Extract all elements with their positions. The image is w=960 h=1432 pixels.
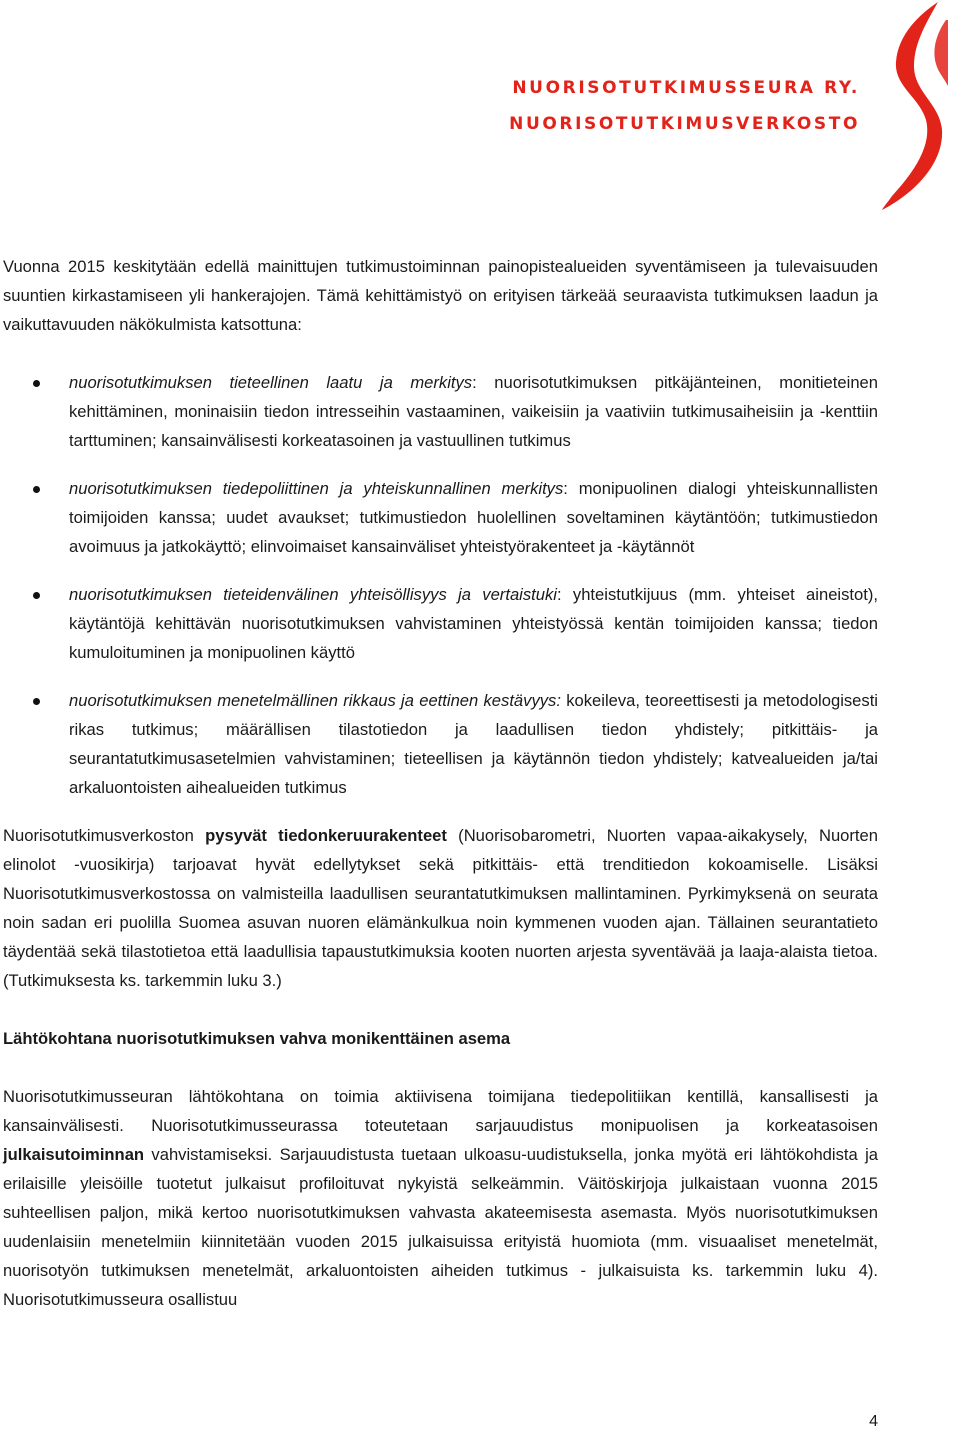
data-collection-paragraph: Nuorisotutkimusverkoston pysyvät tiedonkeruurakenteet (Nuorisobarometri, Nuorten vapaa-aikakysely, Nuorten elinolot -vuosikirja) tarjoavat hyvät edellytykset sekä pitkittäis- että trenditiedon kokoamiselle. Lisäksi Nuorisotutkimusverkostossa on valmisteilla laadullisen seurantatutkimuksen mallintaminen. Pyrkimyksenä on seurata noin sadan eri puolilla Suomea asuvan nuoren elämänkulkua noin kymmenen vuoden ajan. Tällainen seurantatieto täydentää sekä tilastotietoa että laadullisia tapaustutkimuksia kooten nuorten arjesta syventävää ja laaja-alaista tietoa. (Tutkimuksesta ks. tarkemmin luku 3.)	[3, 826, 878, 990]
list-item-text: : monipuolinen dialogi yhteiskunnallisten toimijoiden kanssa; uudet avaukset; tutkimustiedon huolellinen soveltaminen käytäntöön; tutkimustiedon avoimuus ja jatkokäyttö; elinvoimaiset kansainväliset yhteistyörakenteet ja -käytännöt	[69, 479, 878, 556]
document-body	[3, 252, 878, 1314]
bullet-icon	[33, 380, 40, 387]
list-item	[3, 368, 878, 455]
list-item-title: nuorisotutkimuksen tiedepoliittinen ja yhteiskunnallinen merkitys	[69, 479, 564, 498]
emphasis-text: julkaisutoiminnan	[3, 1145, 145, 1164]
emphasis-text: pysyvät tiedonkeruurakenteet	[205, 826, 447, 845]
bullet-icon	[33, 592, 40, 599]
bullet-icon	[33, 486, 40, 493]
list-item-text: kokeileva, teoreettisesti ja metodologisesti rikas tutkimus; määrällisen tilastotiedon ja laadullisen tiedon yhdistely; pitkittäis- ja seurantatutkimusasetelmien vahvistaminen; tieteellisen ja käytännön tiedon yhdistely; katvealueiden ja/tai arkaluontoisten aihealueiden tutkimus	[69, 691, 878, 797]
organization-name: NUORISOTUTKIMUSSEURA RY.	[512, 78, 860, 98]
list-item-text: : nuorisotutkimuksen pitkäjänteinen, monitieteinen kehittäminen, moninaisiin tiedon intresseihin vastaaminen, vaikeisiin ja vaativiin tutkimusaiheisiin ja -kenttiin tarttuminen; kansainvälisesti korkeatasoinen ja vastuullinen tutkimus	[69, 373, 879, 450]
list-item-title: nuorisotutkimuksen tieteidenvälinen yhteisöllisyys ja vertaistuki	[69, 585, 557, 604]
intro-paragraph: Vuonna 2015 keskitytään edellä mainittujen tutkimustoiminnan painopistealueiden syventämiseen ja tulevaisuuden suuntien kirkastamiseen yli hankerajojen. Tämä kehittämistyö on erityisen tärkeää seuraavista tutkimuksen laadun ja vaikuttavuuden näkökulmista katsottuna:	[3, 257, 878, 334]
page-number: 4	[869, 1413, 878, 1430]
network-name: NUORISOTUTKIMUSVERKOSTO	[509, 114, 860, 134]
focus-areas-list	[3, 368, 878, 802]
section-heading: Lähtökohtana nuorisotutkimuksen vahva monikenttäinen asema	[3, 1029, 511, 1048]
list-item-title: nuorisotutkimuksen menetelmällinen rikkaus ja eettinen kestävyys:	[69, 691, 561, 710]
list-item	[3, 686, 878, 802]
list-item	[3, 474, 878, 561]
publications-paragraph: Nuorisotutkimusseuran lähtökohtana on toimia aktiivisena toimijana tiedepolitiikan kentillä, kansallisesti ja kansainvälisesti. Nuorisotutkimusseurassa toteutetaan sarjauudistus monipuolisen ja korkeatasoisen julkaisutoiminnan vahvistamiseksi. Sarjauudistusta tuetaan ulkoasu-uudistuksella, jonka myötä eri lähtökohdista ja erilaisille yleisöille tuotetut julkaisut profiloituvat nykyistä selkeämmin. Väitöskirjoja julkaistaan vuonna 2015 suhteellisen paljon, mikä kertoo nuorisotutkimuksen vahvasta akateemisesta asemasta. Myös nuorisotutkimuksen uudenlaisiin menetelmiin kiinnitetään vuoden 2015 julkaisuissa erityistä huomiota (mm. visuaaliset menetelmät, nuorisotyön tutkimuksen menetelmät, arkaluontoisten aiheiden tutkimus - julkaisuista ks. tarkemmin luku 4). Nuorisotutkimusseura osallistuu	[3, 1087, 878, 1309]
bullet-icon	[33, 698, 40, 705]
red-flame-logo-icon	[880, 0, 950, 212]
list-item-title: nuorisotutkimuksen tieteellinen laatu ja merkitys	[69, 373, 473, 392]
list-item	[3, 580, 878, 667]
list-item-text: : yhteistutkijuus (mm. yhteiset aineistot), käytäntöjä kehittävän nuorisotutkimuksen vahvistaminen yhteistyössä kentän toimijoiden kanssa; tiedon kumuloituminen ja monipuolinen käyttö	[69, 585, 878, 662]
